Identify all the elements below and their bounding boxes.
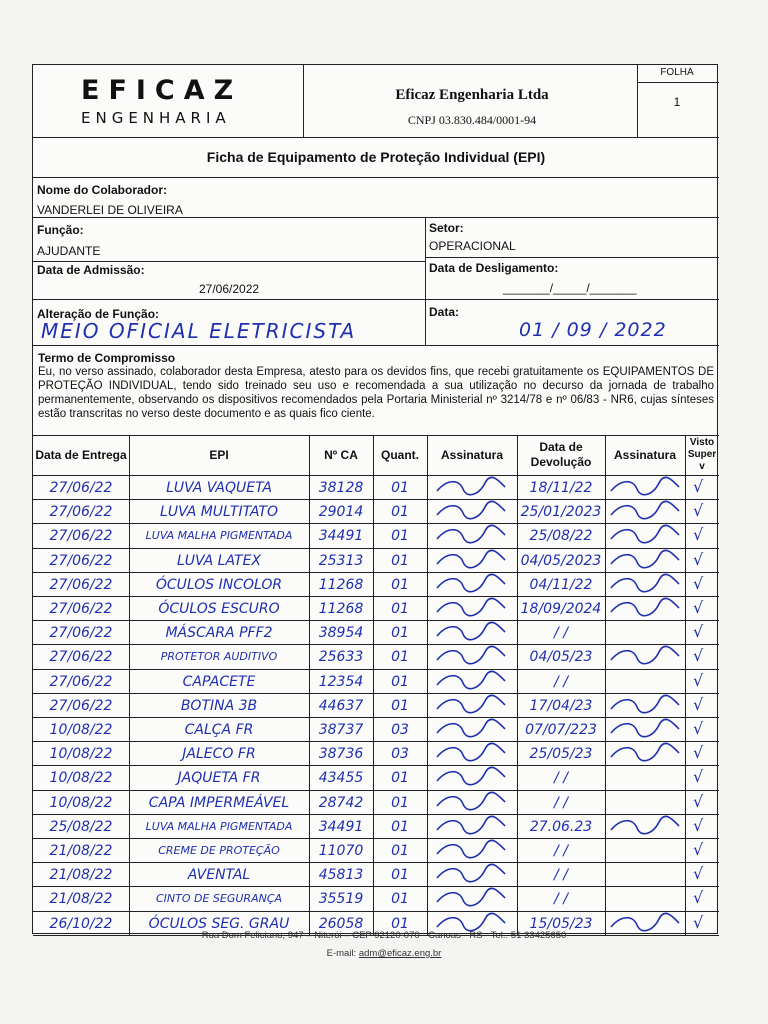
cell-quant: 03 [391, 722, 409, 738]
signature-entrega [433, 475, 513, 499]
cell-ca: 25313 [318, 552, 364, 569]
nome-value: VANDERLEI DE OLIVEIRA [37, 203, 183, 217]
cell-devolucao: 17/04/23 [529, 697, 593, 714]
epi-form-sheet [32, 64, 718, 934]
visto-check-icon: √ [693, 622, 704, 642]
cell-devolucao: 18/11/22 [529, 480, 593, 496]
setor-label: Setor: [429, 221, 464, 235]
footer-email-link[interactable]: adm@eficaz.eng.br [358, 948, 442, 959]
admissao-label: Data de Admissão: [37, 263, 145, 277]
signature-devolucao [607, 596, 683, 620]
footer-email-label: E-mail: [326, 948, 357, 959]
termo-title: Termo de Compromisso [38, 351, 176, 365]
cell-devolucao: / / [554, 625, 568, 642]
signature-entrega [433, 644, 513, 668]
cell-data-entrega: 27/06/22 [49, 601, 113, 617]
cell-ca: 11070 [318, 843, 364, 859]
cell-data-entrega: 21/08/22 [49, 843, 113, 859]
cell-data-entrega: 10/08/22 [49, 794, 113, 811]
cell-devolucao: / / [554, 673, 568, 690]
cell-ca: 44637 [318, 697, 364, 714]
signature-entrega [433, 548, 513, 572]
visto-check-icon: √ [693, 573, 704, 593]
cell-quant: 01 [391, 601, 409, 617]
data-value: 01 / 09 / 2022 [519, 319, 667, 341]
company-name: Eficaz Engenharia Ltda [395, 87, 549, 103]
visto-check-icon: √ [693, 525, 704, 545]
signature-entrega [433, 693, 513, 717]
cell-ca: 38954 [318, 625, 364, 642]
admissao-value: 27/06/2022 [199, 282, 260, 296]
cell-epi: CINTO DE SEGURANÇA [155, 892, 283, 906]
company-cnpj: CNPJ 03.830.484/0001-94 [407, 113, 537, 127]
signature-entrega [433, 717, 513, 741]
cell-devolucao: / / [554, 843, 568, 859]
cell-quant: 01 [391, 649, 409, 666]
folha-label: FOLHA [660, 67, 694, 78]
cell-quant: 01 [391, 915, 409, 932]
cell-epi: ÓCULOS INCOLOR [155, 576, 283, 593]
cell-epi: LUVA VAQUETA [166, 480, 272, 496]
signature-devolucao [607, 644, 683, 668]
signature-devolucao [607, 499, 683, 523]
signature-entrega [433, 790, 513, 814]
visto-check-icon: √ [693, 815, 704, 835]
cell-data-entrega: 25/08/22 [49, 818, 113, 835]
cell-data-entrega: 27/06/22 [49, 552, 113, 569]
col-header-epi: EPI [209, 447, 229, 462]
col-header-assinatura: Assinatura [440, 447, 504, 462]
cell-quant: 01 [391, 673, 409, 690]
cell-quant: 01 [391, 697, 409, 714]
cell-ca: 35519 [318, 891, 364, 908]
cell-epi: ÓCULOS SEG. GRAU [148, 915, 290, 932]
cell-ca: 38737 [318, 722, 364, 738]
cell-ca: 34491 [318, 528, 364, 545]
termo-text: Eu, no verso assinado, colaborador desta Empresa, atesto para os devidos fins, que recebi gratuitamente os EQUIPAMENTOS DE PROTEÇÃO INDIVIDUAL, tendo sido treinado seu uso e recomendada a sua utilização no decurso da jornada de trabalho permanentemente, observando os dispositivos recomendados pela Portaria Ministerial nº 3214/78 e nº 06/83 - NR6, cujas sínteses estão transcritas no verso deste documento e as quais fico ciente. [38, 366, 714, 420]
funcao-label: Função: [37, 223, 84, 237]
visto-check-icon: √ [693, 549, 704, 569]
signature-entrega [433, 499, 513, 523]
signature-devolucao [607, 741, 683, 765]
cell-epi: CREME DE PROTEÇÃO [158, 844, 280, 857]
cell-quant: 01 [391, 867, 409, 884]
cell-epi: JAQUETA FR [177, 770, 261, 787]
visto-check-icon: √ [693, 791, 704, 811]
cell-data-entrega: 21/08/22 [49, 891, 113, 908]
cell-ca: 11268 [318, 576, 364, 593]
footer-email [0, 948, 768, 959]
cell-epi: LUVA MALHA PIGMENTADA [145, 529, 293, 543]
cell-data-entrega: 27/06/22 [49, 480, 113, 496]
signature-devolucao [607, 693, 683, 717]
company-logo-subtitle: ENGENHARIA [81, 109, 231, 127]
visto-check-icon: √ [693, 694, 704, 714]
col-header-quant: Quant. [381, 447, 419, 462]
cell-epi: CAPACETE [182, 673, 256, 690]
cell-ca: 11268 [318, 601, 364, 617]
form-title: Ficha de Equipamento de Proteção Individual (EPI) [206, 149, 546, 165]
cell-data-entrega: 27/06/22 [49, 649, 113, 666]
cell-devolucao: 25/05/23 [529, 746, 593, 763]
cell-epi: LUVA MALHA PIGMENTADA [145, 819, 293, 833]
cell-epi: CALÇA FR [184, 722, 254, 738]
cell-quant: 01 [391, 818, 409, 835]
cell-quant: 01 [391, 891, 409, 908]
cell-devolucao: 04/05/2023 [520, 552, 602, 569]
visto-check-icon: √ [693, 767, 704, 787]
cell-quant: 01 [391, 794, 409, 811]
cell-data-entrega: 27/06/22 [49, 504, 113, 521]
cell-data-entrega: 27/06/22 [49, 673, 113, 690]
cell-epi: BOTINA 3B [180, 697, 258, 714]
cell-devolucao: / / [554, 770, 568, 787]
cell-ca: 38736 [318, 746, 364, 763]
alteracao-label: Alteração de Função: [37, 307, 160, 321]
cell-quant: 01 [391, 528, 409, 545]
visto-check-icon: √ [693, 670, 704, 690]
signature-devolucao [607, 475, 683, 499]
cell-ca: 43455 [318, 770, 364, 787]
col-header-data-entrega: Data de Entrega [35, 447, 127, 462]
cell-data-entrega: 10/08/22 [49, 770, 113, 787]
cell-epi: LUVA MULTITATO [160, 504, 278, 521]
cell-data-entrega: 10/08/22 [49, 746, 113, 763]
cell-epi: LUVA LATEX [176, 552, 262, 569]
cell-epi: MÁSCARA PFF2 [165, 625, 273, 642]
cell-devolucao: 04/11/22 [529, 576, 593, 593]
cell-ca: 28742 [318, 794, 364, 811]
col-header-ca: Nº CA [324, 447, 358, 462]
signature-entrega [433, 862, 513, 886]
data-label: Data: [429, 305, 460, 319]
cell-data-entrega: 10/08/22 [49, 722, 113, 738]
cell-quant: 01 [391, 552, 409, 569]
signature-entrega [433, 886, 513, 910]
company-logo: EFICAZ [81, 75, 243, 106]
signature-entrega [433, 620, 513, 644]
cell-epi: CAPA IMPERMEÁVEL [148, 794, 290, 811]
cell-devolucao: / / [554, 867, 568, 884]
footer-address: Rua Dom Feliciano, 947 – Niterói – CEP 92120-070 - Canoas - RS - Tel.: 51 33425650 [201, 930, 567, 941]
signature-devolucao [607, 717, 683, 741]
cell-quant: 01 [391, 576, 409, 593]
signature-entrega [433, 523, 513, 547]
visto-check-icon: √ [693, 477, 704, 496]
cell-ca: 29014 [318, 504, 364, 521]
setor-value: OPERACIONAL [429, 239, 516, 253]
cell-devolucao: 07/07/223 [525, 722, 597, 738]
col-header-assinatura-devolucao: Assinatura [613, 447, 677, 462]
signature-entrega [433, 669, 513, 693]
visto-check-icon: √ [693, 719, 704, 738]
cell-data-entrega: 27/06/22 [49, 576, 113, 593]
cell-devolucao: 25/08/22 [529, 528, 593, 545]
cell-epi: ÓCULOS ESCURO [158, 601, 280, 617]
signature-devolucao [607, 548, 683, 572]
visto-check-icon: √ [693, 864, 704, 884]
desligamento-label: Data de Desligamento: [429, 261, 559, 275]
cell-ca: 38128 [318, 480, 364, 496]
cell-data-entrega: 21/08/22 [49, 867, 113, 884]
visto-check-icon: √ [693, 912, 704, 932]
signature-entrega [433, 765, 513, 789]
cell-quant: 01 [391, 504, 409, 521]
cell-ca: 12354 [318, 673, 364, 690]
cell-data-entrega: 27/06/22 [49, 697, 113, 714]
cell-ca: 25633 [318, 649, 364, 666]
visto-check-icon: √ [693, 888, 704, 908]
signature-entrega [433, 838, 513, 862]
cell-ca: 26058 [318, 915, 364, 932]
cell-data-entrega: 27/06/22 [49, 625, 113, 642]
signature-devolucao [607, 523, 683, 547]
alteracao-value: MEIO OFICIAL ELETRICISTA [41, 319, 357, 343]
cell-quant: 01 [391, 843, 409, 859]
signature-devolucao [607, 572, 683, 596]
cell-devolucao: / / [554, 891, 568, 908]
cell-data-entrega: 27/06/22 [49, 528, 113, 545]
col-header-devolucao: Data de Devolução [530, 440, 592, 469]
cell-data-entrega: 26/10/22 [49, 915, 113, 932]
signature-entrega [433, 741, 513, 765]
cell-devolucao: / / [554, 794, 568, 811]
cell-devolucao: 18/09/2024 [520, 601, 602, 617]
cell-devolucao: 27.06.23 [529, 818, 593, 835]
signature-entrega [433, 596, 513, 620]
cell-quant: 01 [391, 480, 409, 496]
cell-devolucao: 15/05/23 [529, 915, 593, 932]
col-header-visto: Visto Super v [687, 437, 717, 472]
cell-quant: 03 [391, 746, 409, 763]
visto-check-icon: √ [693, 598, 704, 617]
cell-ca: 34491 [318, 818, 364, 835]
desligamento-value: _______/_____/_______ [503, 281, 637, 295]
cell-devolucao: 25/01/2023 [520, 504, 602, 521]
visto-check-icon: √ [693, 743, 704, 763]
cell-epi: JALECO FR [182, 746, 256, 763]
cell-quant: 01 [391, 625, 409, 642]
signature-entrega [433, 572, 513, 596]
cell-ca: 45813 [318, 867, 364, 884]
cell-devolucao: 04/05/23 [529, 649, 593, 666]
cell-epi: AVENTAL [187, 867, 251, 884]
visto-check-icon: √ [693, 501, 704, 521]
funcao-value: AJUDANTE [37, 244, 101, 258]
folha-value: 1 [673, 95, 681, 109]
nome-label: Nome do Colaborador: [37, 183, 168, 197]
signature-entrega [433, 814, 513, 838]
cell-quant: 01 [391, 770, 409, 787]
cell-epi: PROTETOR AUDITIVO [160, 650, 278, 664]
visto-check-icon: √ [693, 840, 704, 859]
visto-check-icon: √ [693, 646, 704, 666]
signature-devolucao [607, 814, 683, 838]
